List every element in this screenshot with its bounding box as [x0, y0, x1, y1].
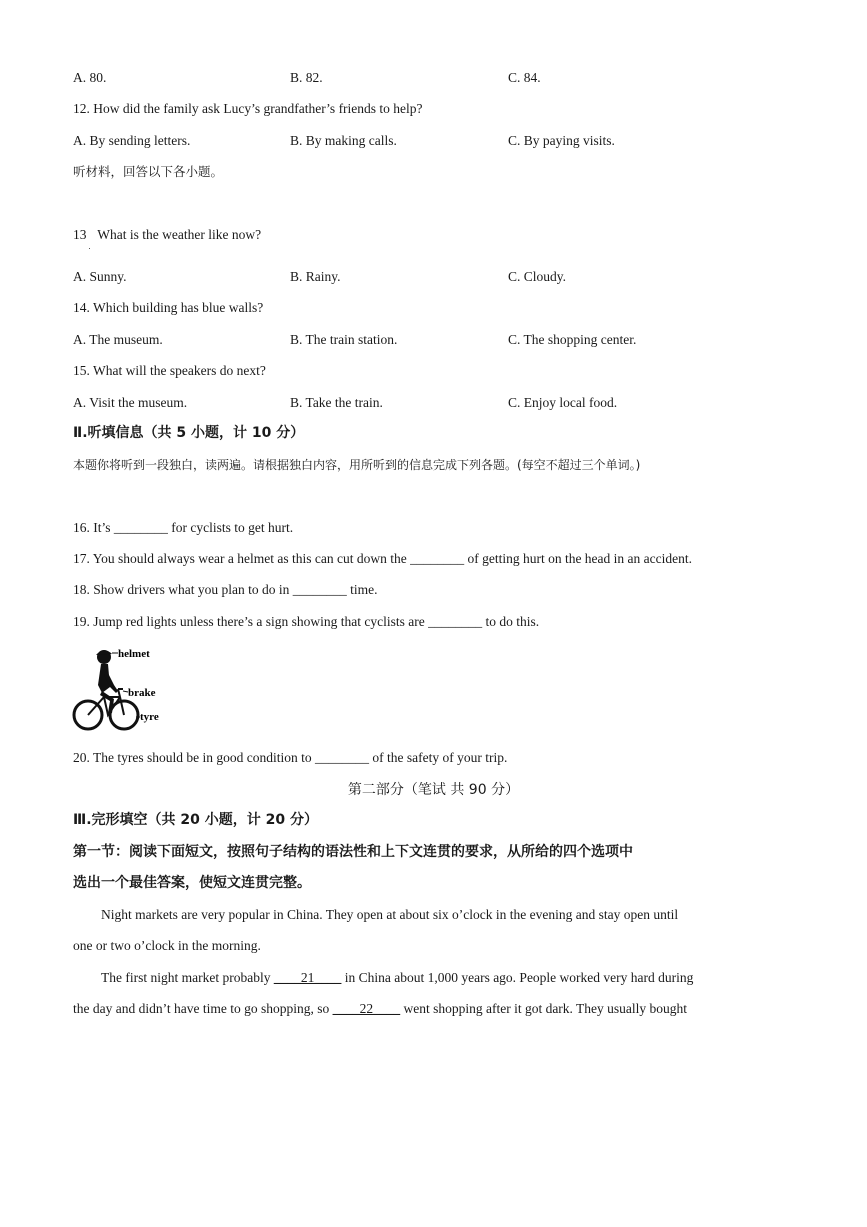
- q19-blank: ________: [428, 614, 483, 629]
- section2-title: Ⅱ.听填信息（共 5 小题，计 10 分）: [73, 425, 305, 441]
- q16-text-b: for cyclists to get hurt.: [171, 520, 294, 535]
- q11-option-b: B. 82.: [290, 70, 323, 85]
- cyclist-illustration: [70, 645, 170, 735]
- q20-text-b: of the safety of your trip.: [372, 750, 508, 765]
- q20-text-a: 20. The tyres should be in good condition to: [73, 750, 312, 765]
- passage-p2-line2: [73, 1000, 687, 1018]
- section3-instruction-1: 第一节：阅读下面短文，按照句子结构的语法性和上下文连贯的要求，从所给的四个选项中: [73, 844, 633, 860]
- passage-p1-line2: one or two o’clock in the morning.: [73, 938, 261, 953]
- blank-22: ____22____: [332, 1001, 401, 1016]
- q19-text-a: 19. Jump red lights unless there’s a sign showing that cyclists are: [73, 614, 425, 629]
- q13-number: 13: [73, 227, 87, 242]
- q17: [73, 550, 692, 568]
- q19-text-b: to do this.: [485, 614, 540, 629]
- passage-p2-line1: [101, 969, 693, 987]
- q14-option-a: A. The museum.: [73, 332, 163, 347]
- q15-option-a: A. Visit the museum.: [73, 395, 188, 410]
- q18-text-a: 18. Show drivers what you plan to do in: [73, 582, 290, 597]
- passage-p2-line2-b: went shopping after it got dark. They usually bought: [403, 1001, 688, 1016]
- q16-blank: ________: [113, 520, 168, 535]
- q13-question-line: [73, 226, 262, 251]
- section3-title: Ⅲ.完形填空（共 20 小题，计 20 分）: [73, 812, 319, 828]
- blank-21: ____21____: [273, 970, 342, 985]
- listen-instruction: 听材料，回答以下各小题。: [73, 164, 224, 179]
- q14-question: 14. Which building has blue walls?: [73, 300, 264, 315]
- q20-blank: ________: [314, 750, 369, 765]
- q18: [73, 581, 377, 599]
- q13-dot: .: [88, 242, 91, 251]
- q17-blank: ________: [410, 551, 465, 566]
- q11-option-a: A. 80.: [73, 70, 107, 85]
- q15-question: 15. What will the speakers do next?: [73, 363, 266, 378]
- section2-instruction: 本题你将听到一段独白，读两遍。请根据独白内容，用所听到的信息完成下列各题。(每空不超过三个单词。): [73, 458, 641, 472]
- label-helmet: helmet: [118, 648, 150, 660]
- q14-option-c: C. The shopping center.: [508, 332, 637, 347]
- q20: [73, 749, 507, 767]
- q14-option-b: B. The train station.: [290, 332, 398, 347]
- q12-option-c: C. By paying visits.: [508, 133, 615, 148]
- q16-text-a: 16. It’s: [73, 520, 111, 535]
- q13-option-b: B. Rainy.: [290, 269, 341, 284]
- q12-question: 12. How did the family ask Lucy’s grandfather’s friends to help?: [73, 101, 423, 116]
- q15-option-b: B. Take the train.: [290, 395, 383, 410]
- q11-option-c: C. 84.: [508, 70, 541, 85]
- q18-text-b: time.: [350, 582, 378, 597]
- section3-instruction-2: 选出一个最佳答案，使短文连贯完整。: [73, 875, 311, 891]
- cyclist-figure: [70, 645, 170, 735]
- q13-question: What is the weather like now?: [97, 227, 262, 242]
- part2-title: 第二部分（笔试 共 90 分）: [347, 782, 520, 798]
- q15-option-c: C. Enjoy local food.: [508, 395, 618, 410]
- label-tyre: tyre: [140, 711, 159, 723]
- q16: [73, 519, 293, 537]
- q13-option-c: C. Cloudy.: [508, 269, 567, 284]
- q12-option-a: A. By sending letters.: [73, 133, 191, 148]
- q17-text-a: 17. You should always wear a helmet as this can cut down the: [73, 551, 407, 566]
- q19: [73, 613, 539, 631]
- q12-option-b: B. By making calls.: [290, 133, 397, 148]
- passage-p2-line2-a: the day and didn’t have time to go shopping, so: [73, 1001, 330, 1016]
- q17-text-b: of getting hurt on the head in an accident.: [467, 551, 693, 566]
- q13-option-a: A. Sunny.: [73, 269, 127, 284]
- label-brake: brake: [128, 687, 156, 699]
- passage-p2-line1-b: in China about 1,000 years ago. People worked very hard during: [344, 970, 694, 985]
- q18-blank: ________: [292, 582, 347, 597]
- passage-p1-line1: Night markets are very popular in China. They open at about six o’clock in the evening and stay open until: [101, 907, 679, 922]
- passage-p2-line1-a: The first night market probably: [101, 970, 271, 985]
